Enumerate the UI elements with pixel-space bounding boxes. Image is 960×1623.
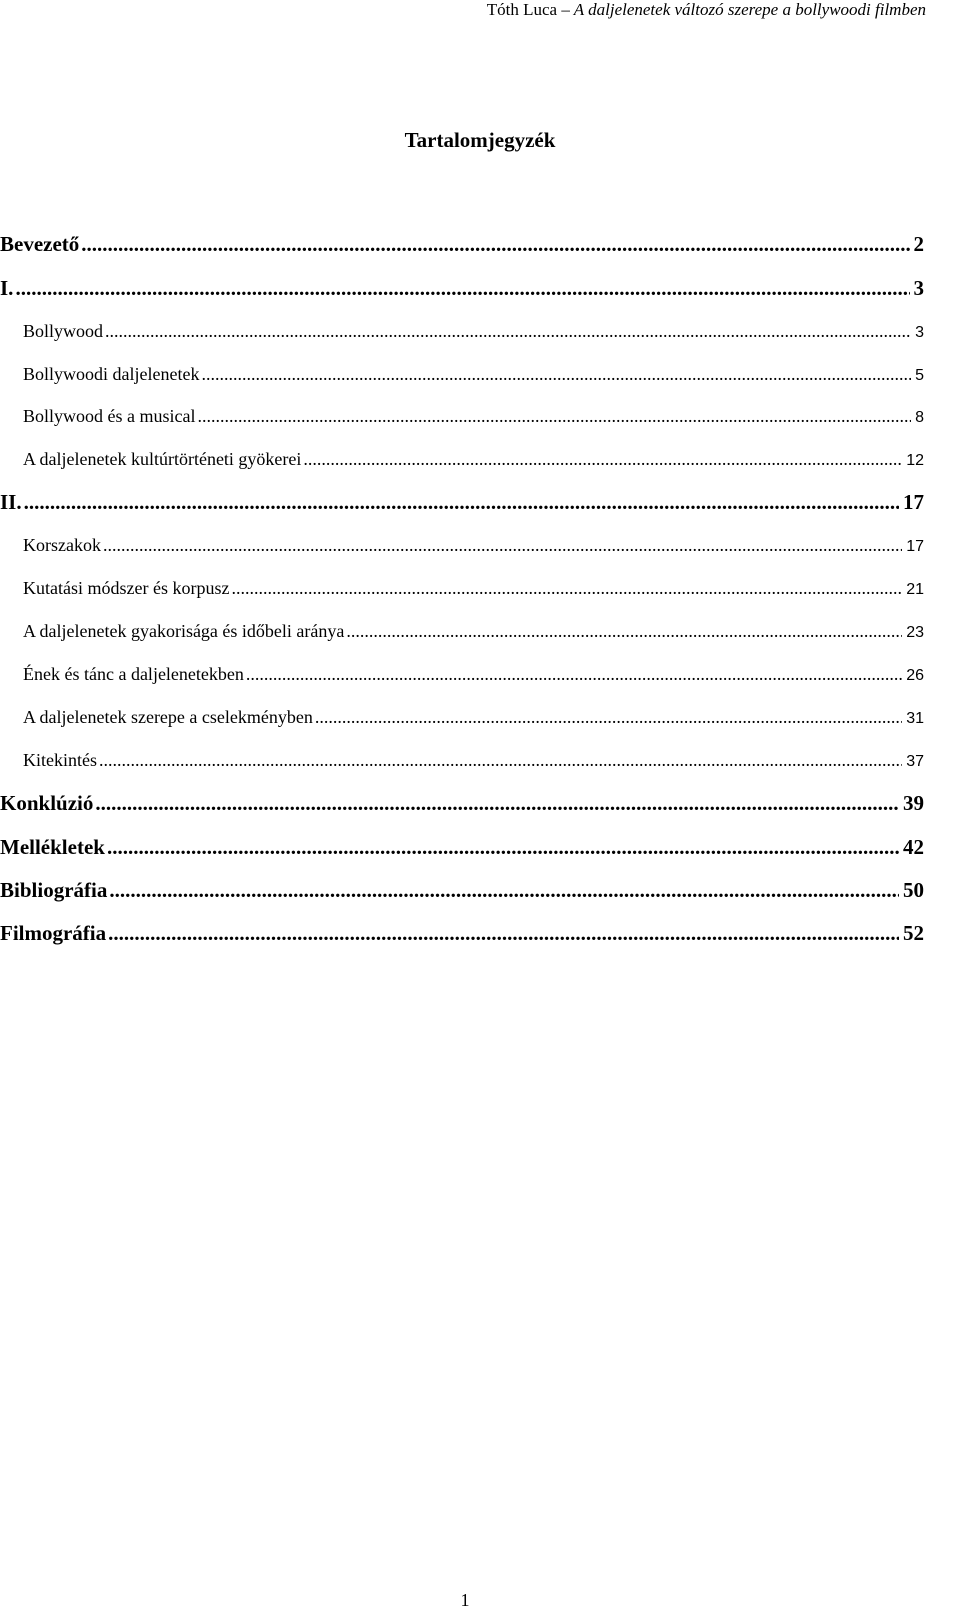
toc-entry-text: Konklúzió: [0, 791, 94, 815]
toc-entry-page: 5: [915, 367, 924, 384]
toc-entry-text: Korszakok: [23, 535, 101, 555]
toc-entry-text: Bollywood: [23, 321, 104, 341]
page-number: 1: [460, 1590, 470, 1610]
toc-entry-text: Bibliográfia: [0, 878, 108, 902]
toc-entry-szerepe-cselekmenyben[interactable]: [0, 702, 960, 732]
toc-entry-page: 21: [906, 581, 924, 598]
toc-entry-page: 52: [903, 921, 924, 945]
toc-entry-page: 3: [915, 324, 924, 341]
toc-entry-page: 17: [906, 538, 924, 555]
toc-entry-part-1[interactable]: [0, 273, 960, 303]
toc-leader-dots: [103, 530, 902, 560]
toc-leader-dots: [197, 401, 911, 431]
toc-entry-korszakok[interactable]: [0, 530, 960, 560]
toc-entry-text: II.: [0, 490, 22, 514]
toc-entry-text: Filmográfia: [0, 921, 107, 945]
toc-entry-bollywoodi-daljelenetek[interactable]: [0, 359, 960, 389]
toc-leader-dots: [81, 229, 909, 259]
toc-entry-gyakorisag[interactable]: [0, 616, 960, 646]
toc-entry-page: 8: [915, 409, 924, 426]
toc-entry-page: 50: [903, 878, 924, 902]
header-author: Tóth Luca: [486, 0, 558, 19]
toc-entry-page: 12: [906, 452, 924, 469]
toc-leader-dots: [346, 616, 902, 646]
toc-entry-page: 31: [906, 710, 924, 727]
toc-entry-text: Ének és tánc a daljelenetekben: [23, 664, 244, 684]
toc-entry-kulturtorteneti-gyokerei[interactable]: [0, 444, 960, 474]
toc-entry-page: 2: [913, 232, 924, 256]
toc-leader-dots: [108, 918, 899, 948]
toc-entry-bevezeto[interactable]: [0, 229, 960, 259]
toc-entry-bollywood-es-musical[interactable]: [0, 401, 960, 431]
running-header: [487, 0, 926, 20]
toc-entry-page: 17: [903, 490, 924, 514]
header-title: A daljelenetek változó szerepe a bollywoodi filmben: [573, 0, 926, 19]
toc-entry-page: 23: [906, 624, 924, 641]
toc-leader-dots: [107, 832, 899, 862]
toc-entry-mellekletek[interactable]: [0, 832, 960, 862]
toc-entry-konkluzio[interactable]: [0, 788, 960, 818]
toc-leader-dots: [201, 359, 911, 389]
toc-entry-kutatasi-modszer[interactable]: [0, 573, 960, 603]
toc-leader-dots: [99, 745, 902, 775]
toc-entry-text: Bollywood és a musical: [23, 406, 196, 426]
header-separator: –: [561, 0, 570, 19]
toc-entry-text: Bollywoodi daljelenetek: [23, 364, 200, 384]
toc-entry-kitekintes[interactable]: [0, 745, 960, 775]
toc-entry-page: 26: [906, 667, 924, 684]
toc-leader-dots: [303, 444, 902, 474]
toc-leader-dots: [24, 487, 899, 517]
toc-entry-part-2[interactable]: [0, 487, 960, 517]
toc-leader-dots: [15, 273, 909, 303]
toc-entry-filmografia[interactable]: [0, 918, 960, 948]
toc-entry-text: Mellékletek: [0, 835, 105, 859]
toc-leader-dots: [231, 573, 902, 603]
toc-title: Tartalomjegyzék: [404, 128, 556, 152]
toc-leader-dots: [95, 788, 899, 818]
toc-entry-text: I.: [0, 276, 14, 300]
toc-entry-page: 37: [906, 753, 924, 770]
toc-entry-text: A daljelenetek szerepe a cselekményben: [23, 707, 313, 727]
toc-leader-dots: [246, 659, 902, 689]
toc-entry-text: A daljelenetek kultúrtörténeti gyökerei: [23, 449, 302, 469]
toc-entry-text: Kitekintés: [23, 750, 97, 770]
toc-entry-enek-es-tanc[interactable]: [0, 659, 960, 689]
toc-entry-page: 3: [913, 276, 924, 300]
toc-leader-dots: [105, 316, 911, 346]
toc-entry-bibliografia[interactable]: [0, 875, 960, 905]
toc-entry-text: Kutatási módszer és korpusz: [23, 578, 230, 598]
toc-entry-bollywood[interactable]: [0, 316, 960, 346]
toc-entry-page: 42: [903, 835, 924, 859]
toc-entry-text: A daljelenetek gyakorisága és időbeli aránya: [23, 621, 345, 641]
toc-entry-page: 39: [903, 791, 924, 815]
toc-entry-text: Bevezető: [0, 232, 80, 256]
toc-leader-dots: [315, 702, 902, 732]
toc-leader-dots: [109, 875, 899, 905]
